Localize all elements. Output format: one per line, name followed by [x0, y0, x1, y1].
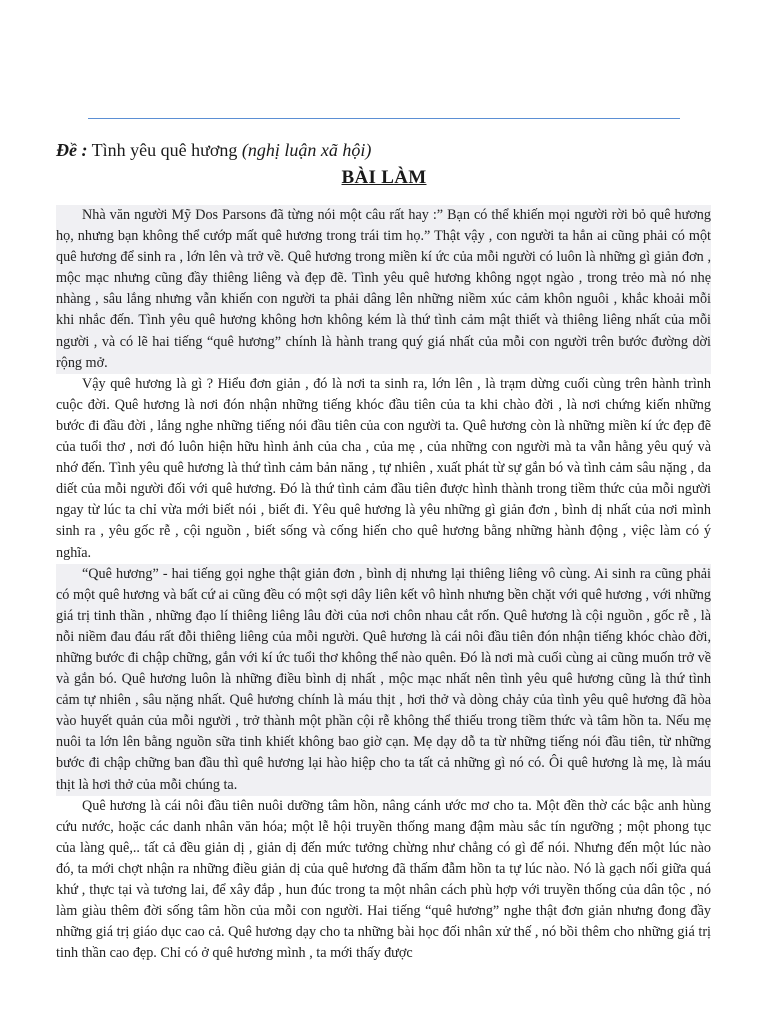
paragraph-3: “Quê hương” - hai tiếng gọi nghe thật giản đơn , bình dị nhưng lại thiêng liêng vô cùng. Ai sinh ra cũng phải có một quê hương và bất cứ ai cũng đều có một sợi dây liên kết vô hình nhưng bền chặt với quê hương , với những giá trị tinh thần , những đạo lí thiêng liêng lâu đời của nơi chôn nhau cắt rốn. Quê hương là cội nguồn , gốc rễ , là nỗi niềm đau đáu rất đỗi thiêng liêng của mỗi người. Quê hương là cái nôi đầu tiên đón nhận tiếng khóc chào đời, những bước đi chập chững, gắn với kí ức tuổi thơ không thể nào quên. Đó là nơi mà cuối cùng ai cũng muốn trở về và gắn bó. Quê hương luôn là những điều bình dị nhất , mộc mạc nhất nên tình yêu quê hương cũng là thứ tình cảm tự nhiên , sâu nặng nhất. Quê hương chính là máu thịt , hơi thở và dòng chảy của tình yêu quê hương đã hòa vào huyết quản của mỗi người , trở thành một phần cội rễ không thể thiếu trong tiềm thức và tâm hồn ta. Nếu mẹ nuôi ta lớn lên bằng nguồn sữa tinh khiết không bao giờ cạn. Mẹ dạy dỗ ta từ những tiếng nói đầu tiên, từ những bước đi chập chững ban đầu thì quê hương lại hào hiệp cho ta tất cả những gì nó có. Ôi quê hương là mẹ, là máu thịt là hơi thở của mỗi chúng ta. — [56, 564, 711, 796]
header-divider — [88, 118, 680, 119]
topic-title: Tình yêu quê hương — [87, 140, 242, 160]
paragraph-4: Quê hương là cái nôi đầu tiên nuôi dưỡng tâm hồn, nâng cánh ước mơ cho ta. Một đền thờ các bậc anh hùng cứu nước, hoặc các danh nhân văn hóa; một lễ hội truyền thống mang đậm màu sắc tín ngưỡng ; một phong tục của làng quê,.. tất cả đều giản dị , giản dị đến mức tưởng chừng như chẳng có gì để nói. Nhưng đến một lúc nào đó, ta mới chợt nhận ra những điều giản dị của quê hương đã thấm đẫm hồn ta tự lúc nào. Nó là gạch nối giữa quá khứ , thực tại và tương lai, để xây đắp , hun đúc trong ta một nhân cách phù hợp với truyền thống của dân tộc , nó làm giàu thêm đời sống tâm hồn của mỗi con người. Hai tiếng “quê hương” nghe thật đơn giản nhưng đong đầy những giá trị giáo dục cao cả. Quê hương dạy cho ta những bài học đối nhân xử thế , nó bồi thêm cho những giá trị tinh thần cao đẹp. Chỉ có ở quê hương mình , ta mới thấy được — [56, 797, 711, 962]
paragraph-2: Vậy quê hương là gì ? Hiểu đơn giản , đó là nơi ta sinh ra, lớn lên , là trạm dừng cuối cùng trên hành trình cuộc đời. Quê hương là nơi đón nhận những tiếng khóc đầu tiên của ta khi chào đời , là nơi chứng kiến những bước đi đầu đời , lắng nghe những tiếng nói đầu tiên của con người ta. Quê hương còn là những miền kí ức đẹp đẽ của tuổi thơ , nơi đó luôn hiện hữu hình ảnh của cha , của mẹ , của những con người mà ta vẫn hằng yêu quý và nhớ đến. Tình yêu quê hương là thứ tình cảm bản năng , tự nhiên , xuất phát từ sự gắn bó và tình cảm sâu nặng , da diết của mỗi người đối với quê hương. Đó là thứ tình cảm đầu tiên được hình thành trong tiềm thức của mỗi người ngay từ lúc ta chỉ vừa mới biết nói , biết đi. Yêu quê hương là yêu những gì giản đơn , bình dị nhất của nơi mình sinh ra , yêu gốc rễ , cội nguồn , biết sống và cống hiến cho quê hương bằng những hành động , việc làm có ý nghĩa. — [56, 375, 711, 561]
topic-subtitle: (nghị luận xã hội) — [241, 140, 372, 160]
topic-label: Đề : — [56, 140, 88, 160]
essay-topic — [56, 138, 371, 162]
essay-heading: BÀI LÀM — [341, 167, 427, 188]
essay-body — [56, 205, 711, 964]
paragraph-1: Nhà văn người Mỹ Dos Parsons đã từng nói một câu rất hay :” Bạn có thể khiến mọi người rời bỏ quê hương họ, nhưng bạn không thể cướp mất quê hương trong trái tim họ.” Thật vậy , con người ta hẳn ai cũng phải có một quê hương để sinh ra , lớn lên và trở về. Quê hương trong miền kí ức của mỗi người có luôn là những gì giản đơn , mộc mạc nhưng cũng đầy thiêng liêng và đẹp đẽ. Tình yêu quê hương không ngọt ngào , trong trẻo mà nó nhẹ nhàng , sâu lắng nhưng vẫn khiến con người ta phải dâng lên những niềm xúc cảm khôn nguôi , khắc khoải mỗi khi nhắc đến. Tình yêu quê hương không hơn không kém là thứ tình cảm mật thiết và thiêng liêng nhất của mỗi người , và có lẽ hai tiếng “quê hương” chính là hành trang quý giá nhất của mỗi con người trên bước đường dời rộng mở. — [56, 205, 711, 374]
